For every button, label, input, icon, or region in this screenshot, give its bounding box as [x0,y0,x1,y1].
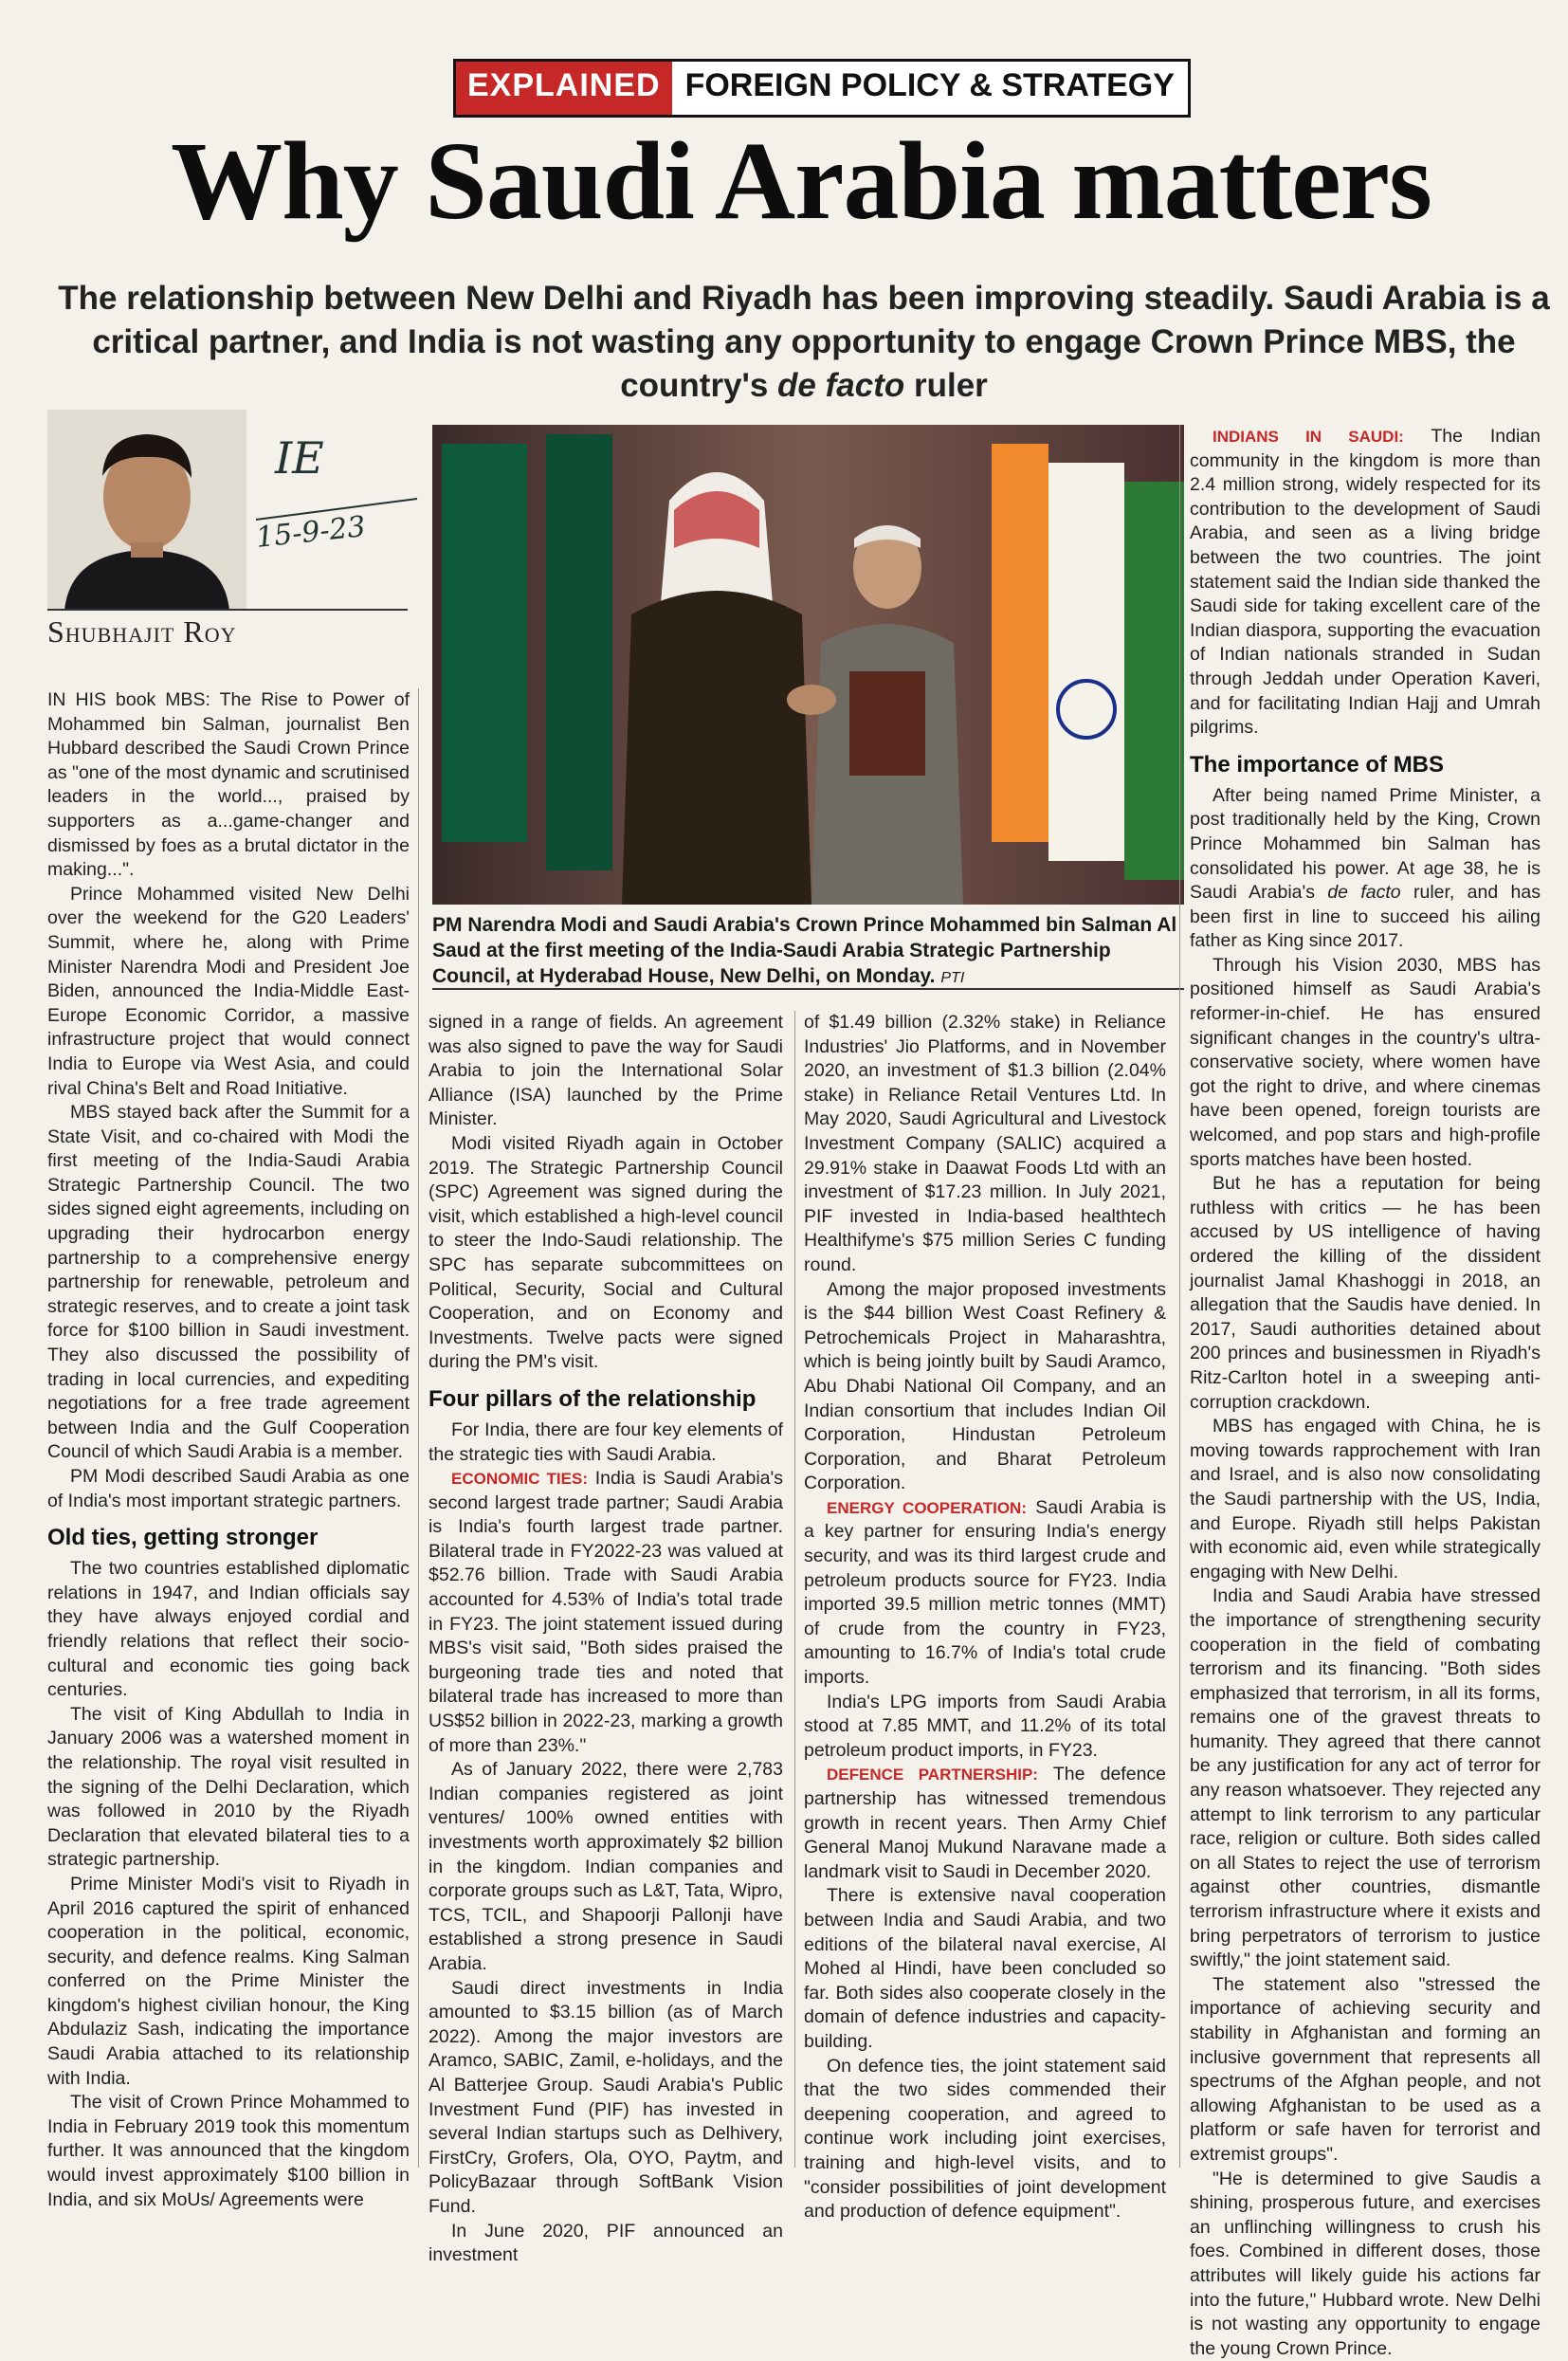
paragraph [1190,784,1541,954]
lead-label: ENERGY COOPERATION: [827,1498,1027,1517]
headline: Why Saudi Arabia matters [171,119,1431,243]
paragraph-text: ruler, and has been first in line to succeed his ailing father as King since 2017. [1190,882,1541,952]
standfirst-part2: ruler [904,367,988,404]
standfirst [49,277,1559,408]
paragraph: The visit of King Abdullah to India in January 2006 was a watershed moment in the relationship. The royal visit resulted in the signing of the Delhi Declaration, which was followed in 2010 by the Riyadh Declaration that elevated bilateral ties to a strategic partnership. [47,1703,410,1871]
paragraph: India's LPG imports from Saudi Arabia stood at 7.85 MMT, and 11.2% of its total petroleum product imports, in FY23. [804,1691,1166,1761]
paragraph: Through his Vision 2030, MBS has positioned himself as Saudi Arabia's reformer-in-chief. He has ensured significant changes in the country's ultra-conservative society, where women have got the right to drive, and where cinemas have been opened, foreign tourists are welcomed, and pop stars and high-profile sports matches have been hosted. [1190,954,1541,1170]
paragraph-text: Saudi Arabia is a key partner for ensuring India's energy security, and was its third largest crude and petroleum products source for FY23. India imported 39.5 million metric tonnes (MMT) of crude from the country in FY23, amounting to 16.7% of India's total crude imports. [804,1496,1166,1689]
standfirst-italic: de facto [777,367,905,404]
paragraph: Prime Minister Modi's visit to Riyadh in April 2016 captured the spirit of enhanced cooperation in the political, economic, security, and defence realms. King Salman conferred on the Prime Minister the kingdom's highest civilian honour, the King Abdulaziz Sash, indicating the importance Saudi Arabia attached to its relationship with India. [47,1873,410,2089]
paragraph [428,1467,783,1758]
paragraph-text: India is Saudi Arabia's second largest trade partner; Saudi Arabia is India's fourth largest trade partner. Bilateral trade in FY2022-23 was valued at $52.76 billion. Trade with Saudi Arabia accounted for 4.53% of India's total trade in FY23. The joint statement issued during MBS's visit said, "Both sides praised the burgeoning trade ties and noted that bilateral trade has increased to more than US$52 billion in 2022-23, marking a growth of more than 23%." [428,1468,783,1756]
paragraph: As of January 2022, there were 2,783 Indian companies registered as joint ventures/ 100% owned entities with investments worth approximately $2 billion in the kingdom. Indian companies and corporate groups such as L&T, Tata, Wipro, TCS, TCIL, and Shapoorji Pallonji have established a strong presence in Saudi Arabia. [428,1759,783,1974]
handwritten-note [237,432,427,565]
paragraph: The statement also "stressed the importance of achieving security and stability in Afghanistan and forming an inclusive government that represents all spectrums of the Afghan people, and not allowing Afghanistan to be used as a platform or safe haven for terrorist and extremist groups". [1190,1973,1541,2165]
paragraph: Among the major proposed investments is the $44 billion West Coast Refinery & Petrochemicals Project in Maharashtra, which is being jointly built by Saudi Aramco, Abu Dhabi National Oil Company, and an Indian consortium that includes Indian Oil Corporation, Hindustan Petroleum Corporation, and Bharat Petroleum Corporation. [804,1278,1166,1494]
section-heading: The importance of MBS [1190,751,1445,778]
paragraph [804,1496,1166,1691]
paragraph: Saudi direct investments in India amounted to $3.15 billion (as of March 2022). Among the major investors are Aramco, SABIC, Zamil, e-holidays, and the Al Batterjee Group. Saudi Arabia's Public Investment Fund (PIF) has invested in several Indian startups such as Delhivery, FirstCry, Grofers, Ola, OYO, Paytm, and PolicyBazaar through SoftBank Vision Fund. [428,1977,783,2217]
paragraph-text: The defence partnership has witnessed tremendous growth in recent years. Then Army Chief General Manoj Mukund Naravane made a landmark visit to Saudi in December 2020. [804,1764,1167,1882]
article-column-4 [1190,425,1541,2361]
paragraph: of $1.49 billion (2.32% stake) in Reliance Industries' Jio Platforms, and in November 2020, an investment of $1.3 billion (2.04% stake) in Reliance Retail Ventures Ltd. In May 2020, Saudi Agricultural and Livestock Investment Company (SALIC) acquired a 29.91% stake in Daawat Foods Ltd with an investment of $17.23 million. In July 2021, PIF invested in India-based healthtech Healthifyme's $75 million Series C funding round. [804,1012,1166,1275]
main-photo [432,425,1184,905]
paragraph: The visit of Crown Prince Mohammed to India in February 2019 took this momentum further. It was announced that the kingdom would invest approximately $100 billion in India, and six MoUs/ Agreements were [47,2092,410,2210]
caption-credit: PTI [940,970,965,986]
caption-rule [432,988,1184,990]
paragraph-text: After being named Prime Minister, a post traditionally held by the King, Crown Prince Mohammed bin Salman has consolidated his power. At age 38, he is Saudi Arabia's [1190,784,1541,904]
lead-label: ECONOMIC TIES: [451,1470,588,1489]
lead-label: DEFENCE PARTNERSHIP: [827,1766,1038,1784]
paragraph: MBS has engaged with China, he is moving towards rapprochement with Iran and Israel, and is also now consolidating the Saudi partnership with the US, India, and Europe. Riyadh still helps Pakistan with economic aid, even while strategically engaging with New Delhi. [1190,1416,1541,1583]
paragraph-italic: de facto [1327,882,1401,904]
author-name: Shubhajit Roy [47,614,237,649]
paragraph: But he has a reputation for being ruthless with critics — he has been accused by US intelligence of having ordered the killing of the dissident journalist Jamal Khashoggi in 2018, an allegation that the Saudis have denied. In 2017, Saudi authorities detained about 200 princes and businessmen in Riyadh's Ritz-Carlton hotel in a sweeping anti-corruption crackdown. [1190,1173,1541,1413]
photo-caption [432,912,1184,991]
column-rule [418,688,419,2168]
paragraph [1190,425,1541,741]
byline-rule [47,609,408,611]
column-rule [1179,425,1180,2168]
paragraph: MBS stayed back after the Summit for a State Visit, and co-chaired with Modi the first meeting of the India-Saudi Arabia Strategic Partnership Council. The two sides signed eight agreements, including on upgrading their hydrocarbon energy partnership to a comprehensive energy partnership for renewable, petroleum and strategic reserves, and to create a joint task force for $100 billion in Saudi investment. They also discussed the possibility of trading in local currencies, and expediting negotiations for a free trade agreement between India and the Gulf Cooperation Council of which Saudi Arabia is a member. [47,1102,410,1463]
kicker-section: FOREIGN POLICY & STRATEGY [684,67,1175,103]
caption-text: PM Narendra Modi and Saudi Arabia's Crown Prince Mohammed bin Salman Al Saud at the first meeting of the India-Saudi Arabia Strategic Partnership Council, at Hyderabad House, New Delhi, on Monday. [432,914,1177,987]
column-rule [794,1011,795,2168]
section-kicker [453,59,1191,118]
paragraph: PM Modi described Saudi Arabia as one of India's most important strategic partners. [47,1466,410,1511]
paragraph: India and Saudi Arabia have stressed the importance of strengthening security cooperation in the field of combating terrorism and its financing. "Both sides emphasized that terrorism, in all its forms, remains one of the gravest threats to humanity. They agreed that there cannot be any justification for any act of terror for any reason whatsoever. They rejected any attempt to link terrorism to any particular race, religion or culture. Both sides called on all States to reject the use of terrorism against other countries, dismantle terrorism infrastructure where it exists and bring perpetrators of terrorism to justice swiftly," the joint statement said. [1190,1585,1541,1971]
paragraph: "He is determined to give Saudis a shining, prosperous future, and exercises an unflinching willingness to crush his foes. Combined in different doses, those attributes will likely guide his actions far into the future," Hubbard wrote. New Delhi is not wasting any opportunity to engage the young Crown Prince. [1190,2168,1541,2359]
article-column-3 [804,1011,1166,2224]
standfirst-part1: The relationship between New Delhi and Riyadh has been improving steadily. Saudi Arabia is a critical partner, and India is not wasting any opportunity to engage Crown Prince MBS, the country's [58,280,1550,404]
paragraph [804,1763,1166,1884]
kicker-explained: EXPLAINED [456,62,672,115]
author-photo [47,410,246,611]
paragraph: In June 2020, PIF announced an investment [428,2220,783,2266]
article-column-1 [47,688,410,2212]
paragraph: Prince Mohammed visited New Delhi over the weekend for the G20 Leaders' Summit, where he, along with Prime Minister Narendra Modi and President Joe Biden, announced the India-Middle East-Europe Economic Corridor, a massive infrastructure project that would connect India to Europe via West Asia, and could rival China's Belt and Road Initiative. [47,883,410,1099]
paragraph: IN HIS book MBS: The Rise to Power of Mohammed bin Salman, journalist Ben Hubbard described the Saudi Crown Prince as "one of the most dynamic and scrutinised leaders in the world..., praised by supporters as a...game-changer and dismissed by foes as a brutal dictator in the making...". [47,689,410,881]
paragraph: Modi visited Riyadh again in October 2019. The Strategic Partnership Council (SPC) Agreement was signed during the visit, which established a high-level council to steer the Indo-Saudi relationship. The SPC has separate subcommittees on Political, Security, Social and Cultural Cooperation, and on Economy and Investments. Twelve pacts were signed during the PM's visit. [428,1132,783,1373]
section-heading: Four pillars of the relationship [428,1385,757,1412]
note-line1: IE [275,432,324,484]
paragraph: On defence ties, the joint statement said that the two sides commended their deepening cooperation, and agreed to continue work including joint exercises, training and high-level visits, and to "consider possibilities of joint development and production of defence equipment". [804,2055,1166,2223]
paragraph: The two countries established diplomatic relations in 1947, and Indian officials say they have always enjoyed cordial and friendly relations that reflect their socio-cultural and economic ties going back centuries. [47,1558,410,1701]
paragraph: signed in a range of fields. An agreement was also signed to pave the way for Saudi Arabia to join the International Solar Alliance (ISA) launched by the Prime Minister. [428,1012,783,1130]
paragraph: There is extensive naval cooperation between India and Saudi Arabia, and two editions of the bilateral naval exercise, Al Mohed al Hindi, have been concluded so far. Both sides also cooperate closely in the domain of defence industries and capacity-building. [804,1885,1166,2052]
paragraph: For India, there are four key elements of the strategic ties with Saudi Arabia. [428,1418,783,1465]
note-line2: 15-9-23 [254,510,368,555]
lead-label: INDIANS IN SAUDI: [1212,428,1404,446]
article-column-2 [428,1011,783,2268]
paragraph-text: The Indian community in the kingdom is more than 2.4 million strong, widely respected for its contribution to the development of Saudi Arabia, and seen as a living bridge between the two countries. The joint statement said the Indian side thanked the Saudi side for taking excellent care of the Indian diaspora, supporting the evacuation of Indian nationals stranded in Sudan through Jeddah under Operation Kaveri, and for facilitating Indian Hajj and Umrah pilgrims. [1190,426,1541,739]
section-heading: Old ties, getting stronger [47,1525,319,1551]
